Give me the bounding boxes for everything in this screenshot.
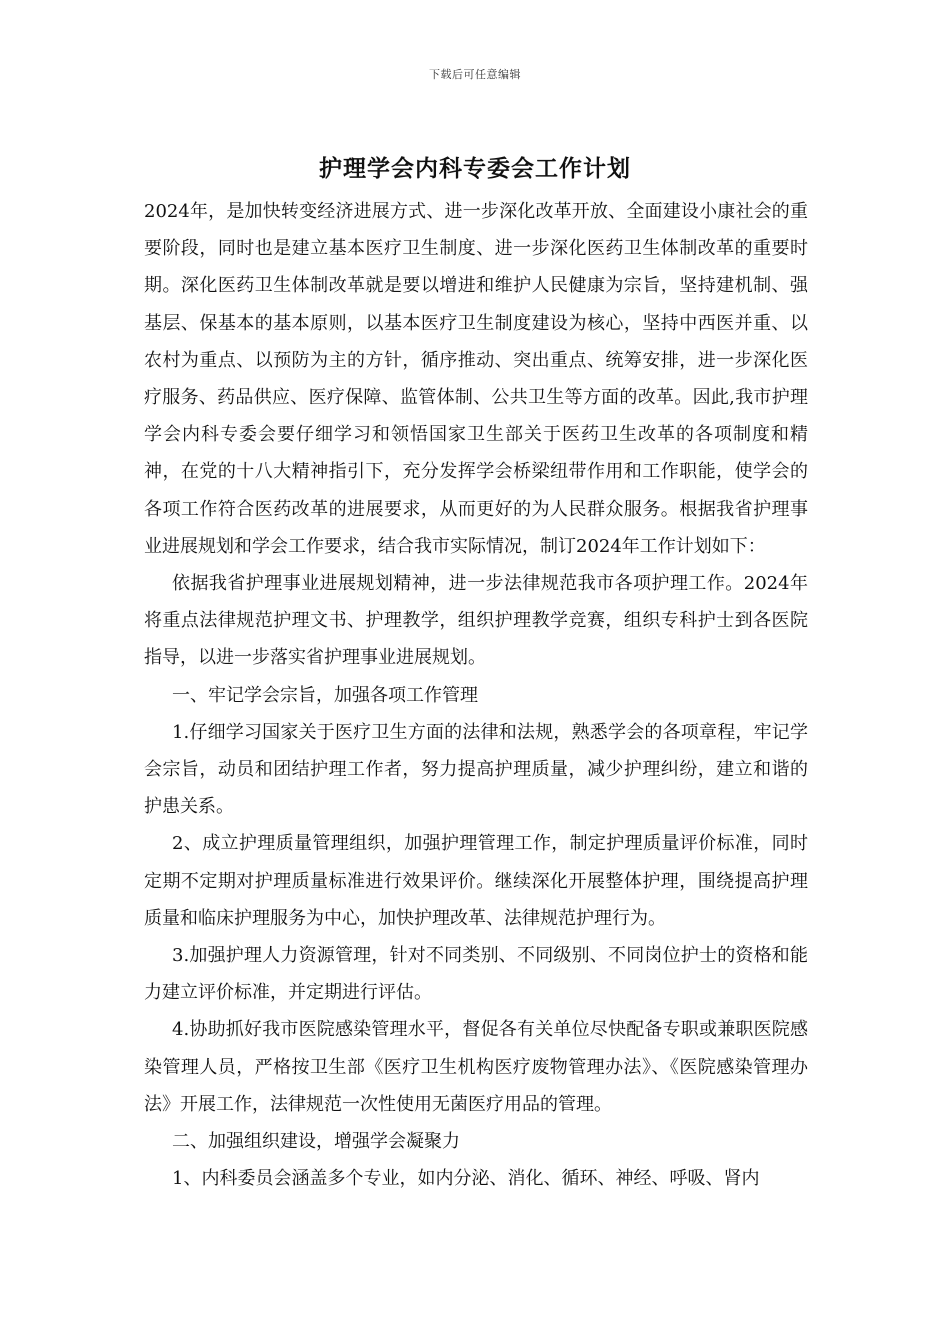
- section-heading-2: 二、加强组织建设，增强学会凝聚力: [172, 1131, 460, 1153]
- document-title: 护理学会内科专委会工作计划: [319, 155, 631, 182]
- paragraph-item-2-1: 1、内科委员会涵盖多个专业，如内分泌、消化、循环、神经、呼吸、肾内: [172, 1168, 760, 1190]
- header-note: 下载后可任意编辑: [429, 68, 521, 81]
- paragraph-item-1-2: 2、成立护理质量管理组织，加强护理管理工作，制定护理质量评价标准，同时定期不定期对护理质量标准进行效果评价。继续深化开展整体护理，围绕提高护理质量和临床护理服务为中心，加快护理改革、法律规范护理行为。: [144, 833, 808, 929]
- document-body: [144, 193, 808, 1197]
- paragraph-plan-basis: 依据我省护理事业进展规划精神，进一步法律规范我市各项护理工作。2024年将重点法律规范护理文书、护理教学，组织护理教学竞赛，组织专科护士到各医院指导，以进一步落实省护理事业进展规划。: [144, 573, 808, 669]
- paragraph-item-1-3: 3.加强护理人力资源管理，针对不同类别、不同级别、不同岗位护士的资格和能力建立评价标准，并定期进行评估。: [144, 945, 808, 1004]
- paragraph-item-1-4: 4.协助抓好我市医院感染管理水平，督促各有关单位尽快配备专职或兼职医院感染管理人员，严格按卫生部《医疗卫生机构医疗废物管理办法》、《医院感染管理办法》开展工作，法律规范一次性使用无菌医疗用品的管理。: [144, 1019, 808, 1115]
- paragraph-intro: 2024年，是加快转变经济进展方式、进一步深化改革开放、全面建设小康社会的重要阶段，同时也是建立基本医疗卫生制度、进一步深化医药卫生体制改革的重要时期。深化医药卫生体制改革就是要以增进和维护人民健康为宗旨，坚持建机制、强基层、保基本的基本原则，以基本医疗卫生制度建设为核心，坚持中西医并重、以农村为重点、以预防为主的方针，循序推动、突出重点、统筹安排，进一步深化医疗服务、药品供应、医疗保障、监管体制、公共卫生等方面的改革。因此,我市护理学会内科专委会要仔细学习和领悟国家卫生部关于医药卫生改革的各项制度和精神，在党的十八大精神指引下，充分发挥学会桥梁纽带作用和工作职能，使学会的各项工作符合医药改革的进展要求，从而更好的为人民群众服务。根据我省护理事业进展规划和学会工作要求，结合我市实际情况，制订2024年工作计划如下：: [144, 201, 808, 557]
- paragraph-item-1-1: 1.仔细学习国家关于医疗卫生方面的法律和法规，熟悉学会的各项章程，牢记学会宗旨，动员和团结护理工作者，努力提高护理质量，减少护理纠纷，建立和谐的护患关系。: [144, 721, 808, 818]
- section-heading-1: 一、牢记学会宗旨，加强各项工作管理: [172, 684, 478, 706]
